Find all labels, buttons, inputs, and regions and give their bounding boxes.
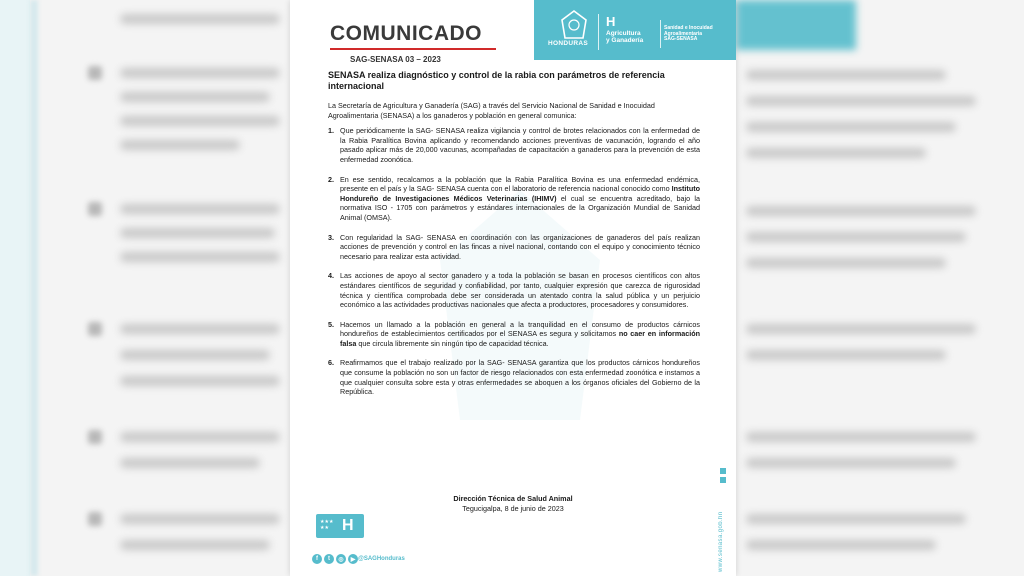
item-number: 6.	[328, 358, 334, 368]
blur-number	[88, 66, 102, 80]
blur-line	[746, 148, 926, 158]
blur-line	[120, 514, 280, 524]
blur-line	[120, 458, 260, 468]
document-heading: SENASA realiza diagnóstico y control de la rabia con parámetros de referencia internacional	[328, 70, 665, 91]
document-intro: La Secretaría de Agricultura y Ganadería (SAG) a través del Servicio Nacional de Sanidad e Inocuidad Agroalimentaria (SENASA) a los ganaderos y población en general comunica:	[328, 101, 655, 120]
item-text: Reafirmamos que el trabajo realizado por la SAG- SENASA garantiza que los productos cárnicos hondureños que consume la población no son un factor de riesgo relacionados con esta enfermedad zoonótica e instamos a que cualquier consulta sobre esta y otras enfermedades se aboquen a los órganos oficiales del Gobierno de la República.	[340, 358, 700, 397]
decorative-squares	[720, 468, 728, 486]
background-stripe	[0, 0, 30, 576]
list-item	[328, 320, 700, 349]
blur-line	[746, 232, 966, 242]
item-text: Que periódicamente la SAG- SENASA realiza vigilancia y control de brotes relacionados con la enfermedad de la Rabia Paralítica Bovina aplicando y recomendando acciones preventivas de vacunación, logrando el año pasado aplicar más de 20,000 vacunas, acompañadas de capacitación a ganaderos para la prevención de esta enfermedad zoonótica.	[340, 126, 700, 164]
decorative-square	[720, 477, 726, 483]
blur-line	[746, 206, 976, 216]
blur-line	[746, 96, 976, 106]
footer-honduras-logo	[316, 514, 364, 538]
item-number: 5.	[328, 319, 334, 329]
youtube-icon[interactable]: ▶	[348, 554, 358, 564]
item-text: Las acciones de apoyo al sector ganadero y a toda la población se basan en procesos científicos con altos estándares científicos de seguridad y confiabilidad, por tanto, cualquier expresión que carezca de rigurosidad técnica y científica comprobada debe ser considerada un atentado contra la salud pública y un perjuicio económico a las actividades productivas nacionales que afecta a productores, procesadores y consumidores.	[340, 271, 700, 310]
blur-line	[746, 540, 936, 550]
signature-title: Dirección Técnica de Salud Animal	[453, 494, 573, 503]
item-text-bold: Instituto Hondureño de Investigaciones Médicos Veterinarias (IHIMV)	[340, 184, 700, 203]
list-item	[328, 175, 700, 223]
blur-line	[746, 432, 976, 442]
background-right-blur	[736, 0, 1024, 576]
brand-senasa	[664, 26, 734, 43]
blur-line	[746, 350, 946, 360]
blur-line	[120, 68, 280, 78]
blur-line	[120, 204, 280, 214]
item-text: En ese sentido, recalcamos a la población que la Rabia Paralítica Bovina es una enfermedad endémica, presente en el país y la SAG- SENASA cuenta con el laboratorio de referencia nacional conocido como	[340, 174, 700, 194]
brand-senasa-line3: SAG-SENASA	[664, 36, 698, 43]
brand-divider	[598, 14, 599, 50]
brand-agriculture-line2: y Ganadería	[606, 37, 644, 44]
social-icons	[312, 554, 358, 564]
blur-line	[746, 122, 956, 132]
list-item	[328, 126, 700, 164]
item-number: 1.	[328, 126, 334, 136]
blur-number	[88, 202, 102, 216]
honduras-h-icon: H	[342, 517, 354, 534]
decorative-square	[720, 468, 726, 474]
blur-number	[88, 322, 102, 336]
title-underline	[330, 48, 496, 50]
item-number: 4.	[328, 271, 334, 281]
document-header	[330, 22, 496, 50]
blur-line	[120, 252, 280, 262]
brand-senasa-line2: Agroalimentaria	[664, 30, 703, 37]
item-text: el cual se encuentra acreditado, bajo la normativa ISO - 1705 con parámetros y estándares internacionales de la Organización Mundial de Sanidad Animal (OMSA).	[340, 193, 700, 222]
item-text: Hacemos un llamado a la población en general a la tranquilidad en el consumo de productos cárnicos hondureños de establecimientos certificados por el SENASA es segura y solicitamos	[340, 319, 700, 339]
blur-line	[120, 14, 280, 24]
government-brand-header	[534, 0, 736, 60]
blur-line	[120, 376, 280, 386]
list-item	[328, 233, 700, 262]
blur-line	[746, 458, 956, 468]
background-left-blur	[0, 0, 290, 576]
blur-line	[120, 350, 270, 360]
reference-number: SAG-SENASA 03 – 2023	[350, 55, 441, 64]
blur-line	[120, 324, 280, 334]
blur-line	[120, 140, 240, 150]
brand-divider	[660, 20, 661, 48]
background-stripe-shadow	[30, 0, 38, 576]
instagram-icon[interactable]: ◎	[336, 554, 346, 564]
blur-line	[746, 70, 946, 80]
blur-line	[120, 540, 270, 550]
honduras-emblem-icon	[560, 10, 588, 40]
communique-document	[290, 0, 736, 576]
social-handle[interactable]: @SAGHonduras	[358, 556, 405, 562]
signature-date: Tegucigalpa, 8 de junio de 2023	[462, 504, 564, 513]
list-item	[328, 358, 700, 396]
blur-number	[88, 512, 102, 526]
blur-line	[746, 514, 966, 524]
blur-line	[120, 228, 275, 238]
stars-icon: ★★★ ★★	[320, 519, 334, 531]
honduras-h-logo-icon: H	[606, 14, 616, 29]
facebook-icon[interactable]: f	[312, 554, 322, 564]
document-title: COMUNICADO	[330, 22, 482, 45]
brand-honduras: HONDURAS	[548, 40, 588, 47]
brand-senasa-line1: Sanidad e Inocuidad	[664, 25, 713, 31]
blur-brand-block	[736, 0, 856, 50]
item-number: 2.	[328, 174, 334, 184]
item-number: 3.	[328, 232, 334, 242]
document-body	[328, 70, 700, 407]
item-text-bold: no caer en información falsa	[340, 329, 700, 348]
website-link[interactable]: www.senasa.gob.hn	[718, 511, 724, 572]
item-text: Con regularidad la SAG- SENASA en coordinación con las organizaciones de ganaderos del país realizan acciones de prevención y control en las fincas a nivel nacional, contando con el equipo y conocimiento técnico necesario para realizar esta actividad.	[340, 232, 700, 261]
blur-line	[120, 116, 280, 126]
list-item	[328, 271, 700, 309]
brand-agriculture	[606, 30, 643, 44]
blur-line	[746, 324, 976, 334]
twitter-icon[interactable]: t	[324, 554, 334, 564]
blur-number	[88, 430, 102, 444]
blur-line	[120, 92, 270, 102]
item-text: que circula libremente sin ningún tipo de capacidad técnica.	[356, 338, 549, 348]
brand-agriculture-line1: Agricultura	[606, 30, 641, 37]
blur-line	[746, 258, 946, 268]
blur-line	[120, 432, 280, 442]
